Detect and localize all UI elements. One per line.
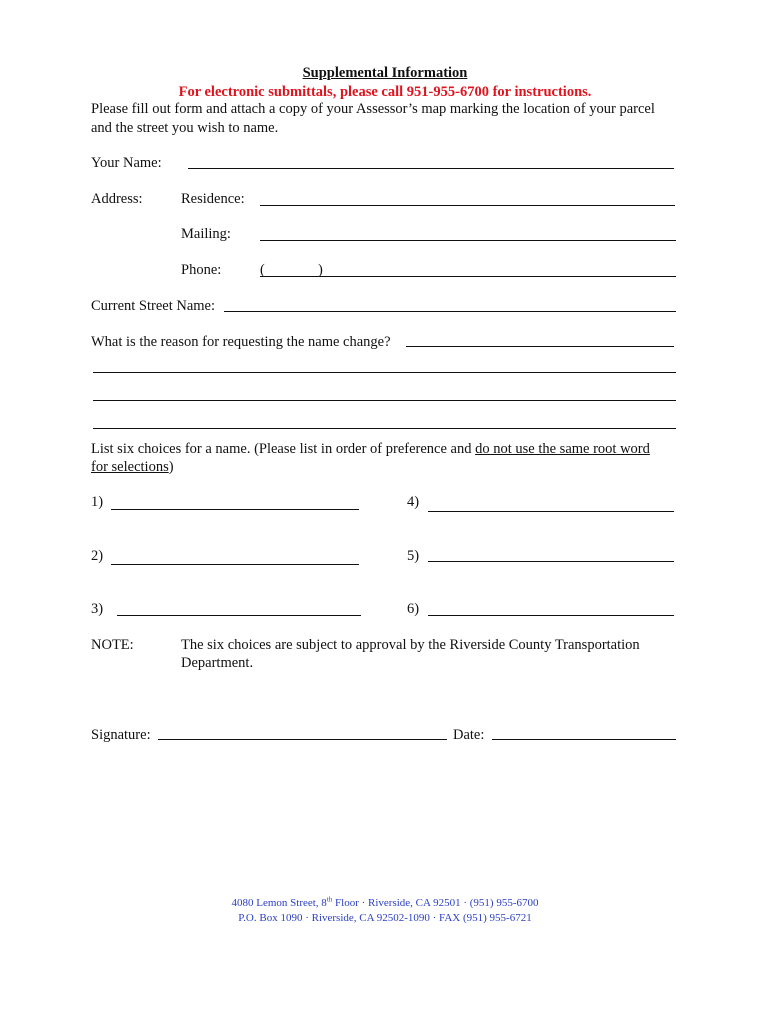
instructions-line-2: and the street you wish to name. [91,120,279,136]
reason-field-line-2[interactable] [93,372,676,373]
choice-4-field[interactable] [428,511,674,512]
electronic-submittal-note: For electronic submittals, please call 951-955-6700 for instructions. [178,84,592,100]
choice-4-number: 4) [407,494,420,510]
residence-field[interactable] [260,205,675,206]
choice-3-number: 3) [91,601,104,617]
your-name-label: Your Name: [91,155,162,171]
signature-label: Signature: [91,727,151,743]
address-label: Address: [91,191,143,207]
residence-label: Residence: [181,191,245,207]
phone-label: Phone: [181,262,222,278]
footer-city-phone: Floor · Riverside, CA 92501 · (951) 955-6700 [332,897,539,909]
choice-1-number: 1) [91,494,104,510]
choices-intro-underlined: do not use the same root word [475,441,650,457]
footer-address-line-2: P.O. Box 1090 · Riverside, CA 92502-1090 · FAX (951) 955-6721 [238,912,532,924]
choice-3-field[interactable] [117,615,361,616]
your-name-field[interactable] [188,168,674,169]
choice-2-number: 2) [91,548,104,564]
note-label: NOTE: [91,637,134,653]
choice-5-number: 5) [407,548,420,564]
choice-6-number: 6) [407,601,420,617]
note-text-line-1: The six choices are subject to approval by the Riverside County Transportation [181,637,640,653]
choice-6-field[interactable] [428,615,674,616]
date-field[interactable] [492,739,676,740]
choices-intro-line-1 [91,441,650,458]
mailing-field[interactable] [260,240,676,241]
footer-address-line-1 [0,897,770,909]
mailing-label: Mailing: [181,226,231,242]
signature-field[interactable] [158,739,447,740]
choices-intro-end: ) [168,459,174,475]
instructions-line-1: Please fill out form and attach a copy of your Assessor’s map marking the location of your parcel [91,101,655,117]
choice-5-field[interactable] [428,561,674,562]
page-title: Supplemental Information [302,65,468,81]
note-text-line-2: Department. [181,655,254,671]
choices-intro-text: List six choices for a name. (Please list in order of preference and [91,441,476,457]
date-label: Date: [453,727,485,743]
phone-field[interactable] [260,276,676,277]
choices-intro-line-2 [91,459,174,476]
footer-street: 4080 Lemon Street, 8 [231,897,327,909]
footer-floor-suffix: th [326,895,333,904]
reason-label: What is the reason for requesting the name change? [91,334,391,350]
choice-1-field[interactable] [111,509,359,510]
current-street-field[interactable] [224,311,676,312]
reason-field-line-4[interactable] [93,428,676,429]
reason-field-line-1[interactable] [406,346,674,347]
current-street-label: Current Street Name: [91,298,216,314]
choice-2-field[interactable] [111,564,359,565]
phone-close-paren: ) [318,262,323,278]
choices-intro-underlined-2: for selections [91,459,169,475]
phone-open-paren: ( [260,262,265,278]
reason-field-line-3[interactable] [93,400,676,401]
